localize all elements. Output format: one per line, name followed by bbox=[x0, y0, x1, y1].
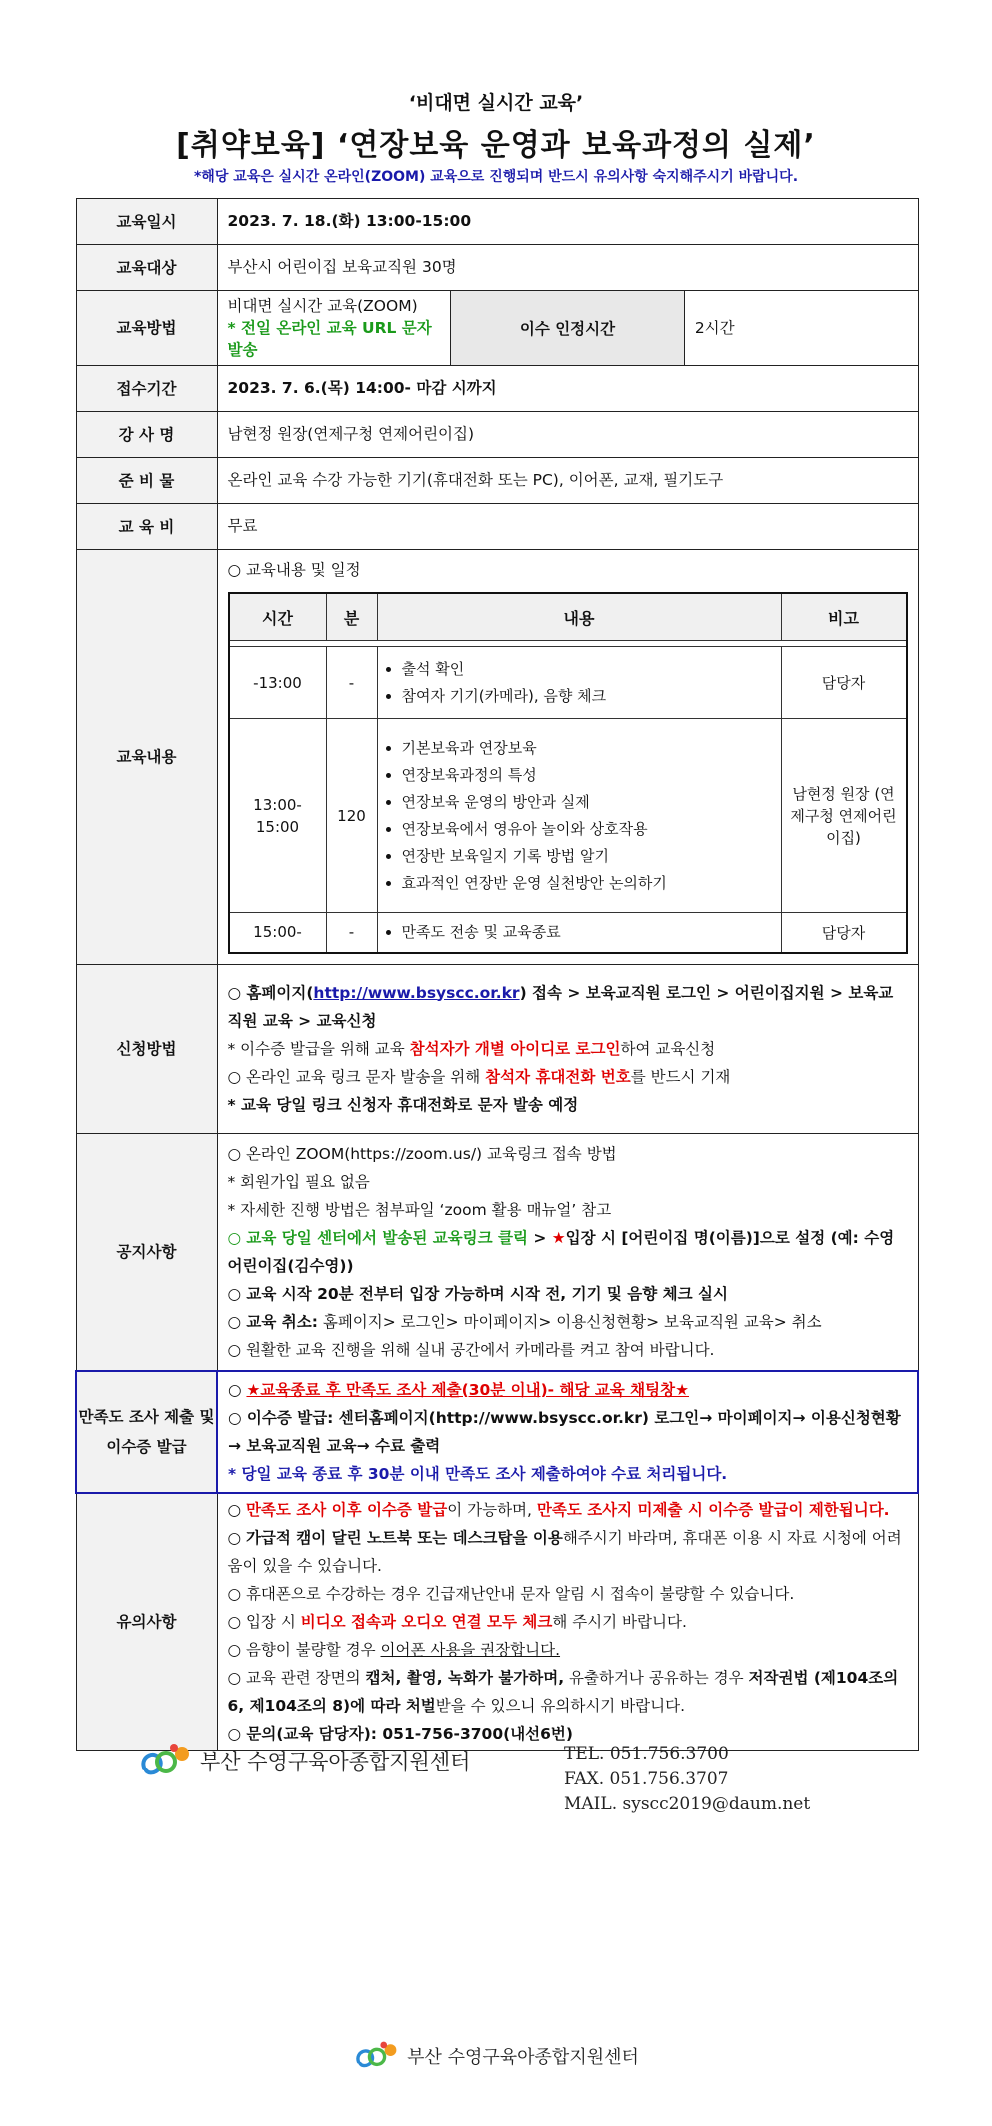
label-method: 교육방법 bbox=[76, 291, 217, 366]
satisfaction-line-3: * 당일 교육 종료 후 30분 이내 만족도 조사 제출하여야 수료 처리됩니다. bbox=[228, 1464, 728, 1483]
label-credit: 이수 인정시간 bbox=[451, 291, 685, 366]
caution-line-7: ○ 문의(교육 담당자): 051-756-3700(내선6번) bbox=[227, 1724, 573, 1743]
sched-item: • 기본보육과 연장보육 bbox=[402, 735, 775, 762]
sched-min: - bbox=[326, 647, 377, 719]
content-intro: ○ 교육내용 및 일정 bbox=[227, 561, 361, 579]
sched-header-time: 시간 bbox=[229, 593, 327, 641]
row-notice bbox=[76, 1133, 918, 1371]
apply-line-2: * 이수증 발급을 위해 교육 참석자가 개별 아이디로 로그인하여 교육신청 bbox=[227, 1039, 716, 1058]
sched-header-content: 내용 bbox=[377, 593, 781, 641]
sched-item: • 만족도 전송 및 교육종료 bbox=[402, 919, 775, 946]
sched-item: • 출석 확인 bbox=[402, 656, 775, 683]
row-prep bbox=[76, 458, 918, 504]
apply-line-1: ○ 홈페이지(http://www.bsyscc.or.kr) 접속 > 보육교직원 로그인 > 어린이집지원 > 보육교직원 교육 > 교육신청 bbox=[227, 983, 894, 1030]
contact-fax: FAX. 051.756.3707 bbox=[564, 1769, 729, 1789]
contact-info bbox=[564, 1742, 810, 1817]
value-period: 2023. 7. 6.(목) 14:00- 마감 시까지 bbox=[217, 366, 918, 412]
label-apply: 신청방법 bbox=[76, 964, 217, 1133]
homepage-link[interactable]: http://www.bsyscc.or.kr bbox=[313, 983, 520, 1002]
notice-cell bbox=[217, 1133, 918, 1371]
apply-line-4: * 교육 당일 링크 신청자 휴대전화로 문자 발송 예정 bbox=[227, 1095, 579, 1114]
notice-line-2: * 회원가입 필요 없음 bbox=[227, 1172, 370, 1191]
label-date: 교육일시 bbox=[76, 199, 217, 245]
sched-item: • 효과적인 연장반 운영 실천방안 논의하기 bbox=[402, 870, 775, 897]
notice-line-1: ○ 온라인 ZOOM(https://zoom.us/) 교육링크 접속 방법 bbox=[227, 1144, 617, 1163]
sched-item: • 연장반 보육일지 기록 방법 알기 bbox=[402, 843, 775, 870]
label-period: 접수기간 bbox=[76, 366, 217, 412]
notice-line-7: ○ 원활한 교육 진행을 위해 실내 공간에서 카메라를 켜고 참여 바랍니다. bbox=[227, 1340, 715, 1359]
sched-time: 13:00-15:00 bbox=[229, 719, 327, 913]
value-lecturer: 남현정 원장(연제구청 연제어린이집) bbox=[217, 412, 918, 458]
row-date bbox=[76, 199, 918, 245]
row-method bbox=[76, 291, 918, 366]
notice-line-6: ○ 교육 취소: 홈페이지> 로그인> 마이페이지> 이용신청현황> 보육교직원 교육> 취소 bbox=[227, 1312, 822, 1331]
label-satisfaction: 만족도 조사 제출 및 이수증 발급 bbox=[76, 1371, 217, 1493]
satisfaction-line-1: ○ ★교육종료 후 만족도 조사 제출(30분 이내)- 해당 교육 채팅창★ bbox=[228, 1380, 689, 1399]
label-content: 교육내용 bbox=[76, 550, 217, 965]
row-fee bbox=[76, 504, 918, 550]
org-logo bbox=[138, 1742, 470, 1780]
schedule-row bbox=[229, 647, 907, 719]
sched-content bbox=[377, 719, 781, 913]
footer bbox=[138, 1742, 938, 1822]
label-lecturer: 강 사 명 bbox=[76, 412, 217, 458]
label-prep: 준 비 물 bbox=[76, 458, 217, 504]
sched-note: 담당자 bbox=[781, 647, 907, 719]
notice-line-4: ○ 교육 당일 센터에서 발송된 교육링크 클릭 > ★입장 시 [어린이집 명(이름)]으로 설정 (예: 수영어린이집(김수영)) bbox=[227, 1228, 895, 1275]
caution-line-4: ○ 입장 시 비디오 접속과 오디오 연결 모두 체크해 주시기 바랍니다. bbox=[227, 1612, 687, 1631]
sched-time: 15:00- bbox=[229, 913, 327, 953]
notice-line-5: ○ 교육 시작 20분 전부터 입장 가능하며 시작 전, 기기 및 음향 체크 실시 bbox=[227, 1284, 728, 1303]
value-credit: 2시간 bbox=[684, 291, 918, 366]
contact-tel: TEL. 051.756.3700 bbox=[564, 1744, 729, 1764]
value-prep: 온라인 교육 수강 가능한 기기(휴대전화 또는 PC), 이어폰, 교재, 필기도구 bbox=[217, 458, 918, 504]
org-logo-icon bbox=[138, 1742, 194, 1780]
sched-item: • 연장보육에서 영유아 놀이와 상호작용 bbox=[402, 816, 775, 843]
sched-header-min: 분 bbox=[326, 593, 377, 641]
satisfaction-cell bbox=[217, 1371, 918, 1493]
schedule-row bbox=[229, 913, 907, 953]
value-target: 부산시 어린이집 보육교직원 30명 bbox=[217, 245, 918, 291]
apply-cell bbox=[217, 964, 918, 1133]
row-apply bbox=[76, 964, 918, 1133]
apply-line-3: ○ 온라인 교육 링크 문자 발송을 위해 참석자 휴대전화 번호를 반드시 기재 bbox=[227, 1067, 731, 1086]
sched-header-note: 비고 bbox=[781, 593, 907, 641]
sched-content bbox=[377, 913, 781, 953]
org-name: 부산 수영구육아종합지원센터 bbox=[200, 1750, 471, 1774]
caution-line-6: ○ 교육 관련 장면의 캡처, 촬영, 녹화가 불가하며, 유출하거나 공유하는 경우 저작권법 (제104조의 6, 제104조의 8)에 따라 처벌받을 수 있으니 유의하시기 바랍니다. bbox=[227, 1668, 899, 1715]
sched-note: 담당자 bbox=[781, 913, 907, 953]
contact-mail: MAIL. syscc2019@daum.net bbox=[564, 1794, 811, 1814]
sched-min: - bbox=[326, 913, 377, 953]
value-date: 2023. 7. 18.(화) 13:00-15:00 bbox=[217, 199, 918, 245]
label-caution: 유의사항 bbox=[76, 1493, 217, 1751]
method-note: * 전일 온라인 교육 URL 문자 발송 bbox=[227, 319, 432, 359]
star-icon: ★ bbox=[551, 1228, 566, 1247]
bottom-org-name: 부산 수영구육아종합지원센터 bbox=[407, 2047, 639, 2068]
row-content bbox=[76, 550, 918, 965]
caution-line-3: ○ 휴대폰으로 수강하는 경우 긴급재난안내 문자 알림 시 접속이 불량할 수 있습니다. bbox=[227, 1584, 795, 1603]
sched-time: -13:00 bbox=[229, 647, 327, 719]
notice-line-3: * 자세한 진행 방법은 첨부파일 ‘zoom 활용 매뉴얼’ 참고 bbox=[227, 1200, 612, 1219]
row-lecturer bbox=[76, 412, 918, 458]
sched-item: • 연장보육 운영의 방안과 실제 bbox=[402, 789, 775, 816]
org-logo-icon bbox=[353, 2040, 401, 2072]
content-cell bbox=[217, 550, 918, 965]
label-target: 교육대상 bbox=[76, 245, 217, 291]
info-table bbox=[75, 198, 919, 1751]
sched-content bbox=[377, 647, 781, 719]
value-fee: 무료 bbox=[217, 504, 918, 550]
row-satisfaction bbox=[76, 1371, 918, 1493]
caution-line-2: ○ 가급적 캠이 달린 노트북 또는 데스크탑을 이용해주시기 바라며, 휴대폰 이용 시 자료 시청에 어려움이 있을 수 있습니다. bbox=[227, 1528, 902, 1575]
row-caution bbox=[76, 1493, 918, 1751]
bottom-logo bbox=[0, 2040, 992, 2072]
page-subtitle: ‘비대면 실시간 교육’ bbox=[408, 92, 584, 114]
caution-line-1: ○ 만족도 조사 이후 이수증 발급이 가능하며, 만족도 조사지 미제출 시 이수증 발급이 제한됩니다. bbox=[227, 1500, 890, 1519]
method-text: 비대면 실시간 교육(ZOOM) bbox=[227, 297, 418, 315]
value-method bbox=[217, 291, 451, 366]
caution-cell bbox=[217, 1493, 918, 1751]
row-period bbox=[76, 366, 918, 412]
sched-min: 120 bbox=[326, 719, 377, 913]
page-title: [취약보육] ‘연장보육 운영과 보육과정의 실제’ bbox=[176, 128, 816, 163]
schedule-table bbox=[228, 592, 908, 954]
label-fee: 교 육 비 bbox=[76, 504, 217, 550]
row-target bbox=[76, 245, 918, 291]
caution-line-5: ○ 음향이 불량할 경우 이어폰 사용을 권장합니다. bbox=[227, 1640, 561, 1659]
label-notice: 공지사항 bbox=[76, 1133, 217, 1371]
sched-note: 남현정 원장 (연제구청 연제어린이집) bbox=[781, 719, 907, 913]
sched-item: • 연장보육과정의 특성 bbox=[402, 762, 775, 789]
zoom-notice: *해당 교육은 실시간 온라인(ZOOM) 교육으로 진행되며 반드시 유의사항 숙지해주시기 바랍니다. bbox=[193, 169, 799, 185]
schedule-row bbox=[229, 719, 907, 913]
sched-item: • 참여자 기기(카메라), 음향 체크 bbox=[402, 683, 775, 710]
satisfaction-line-2: ○ 이수증 발급: 센터홈페이지(http://www.bsyscc.or.kr) 로그인→ 마이페이지→ 이용신청현황→ 보육교직원 교육→ 수료 출력 bbox=[228, 1408, 901, 1455]
